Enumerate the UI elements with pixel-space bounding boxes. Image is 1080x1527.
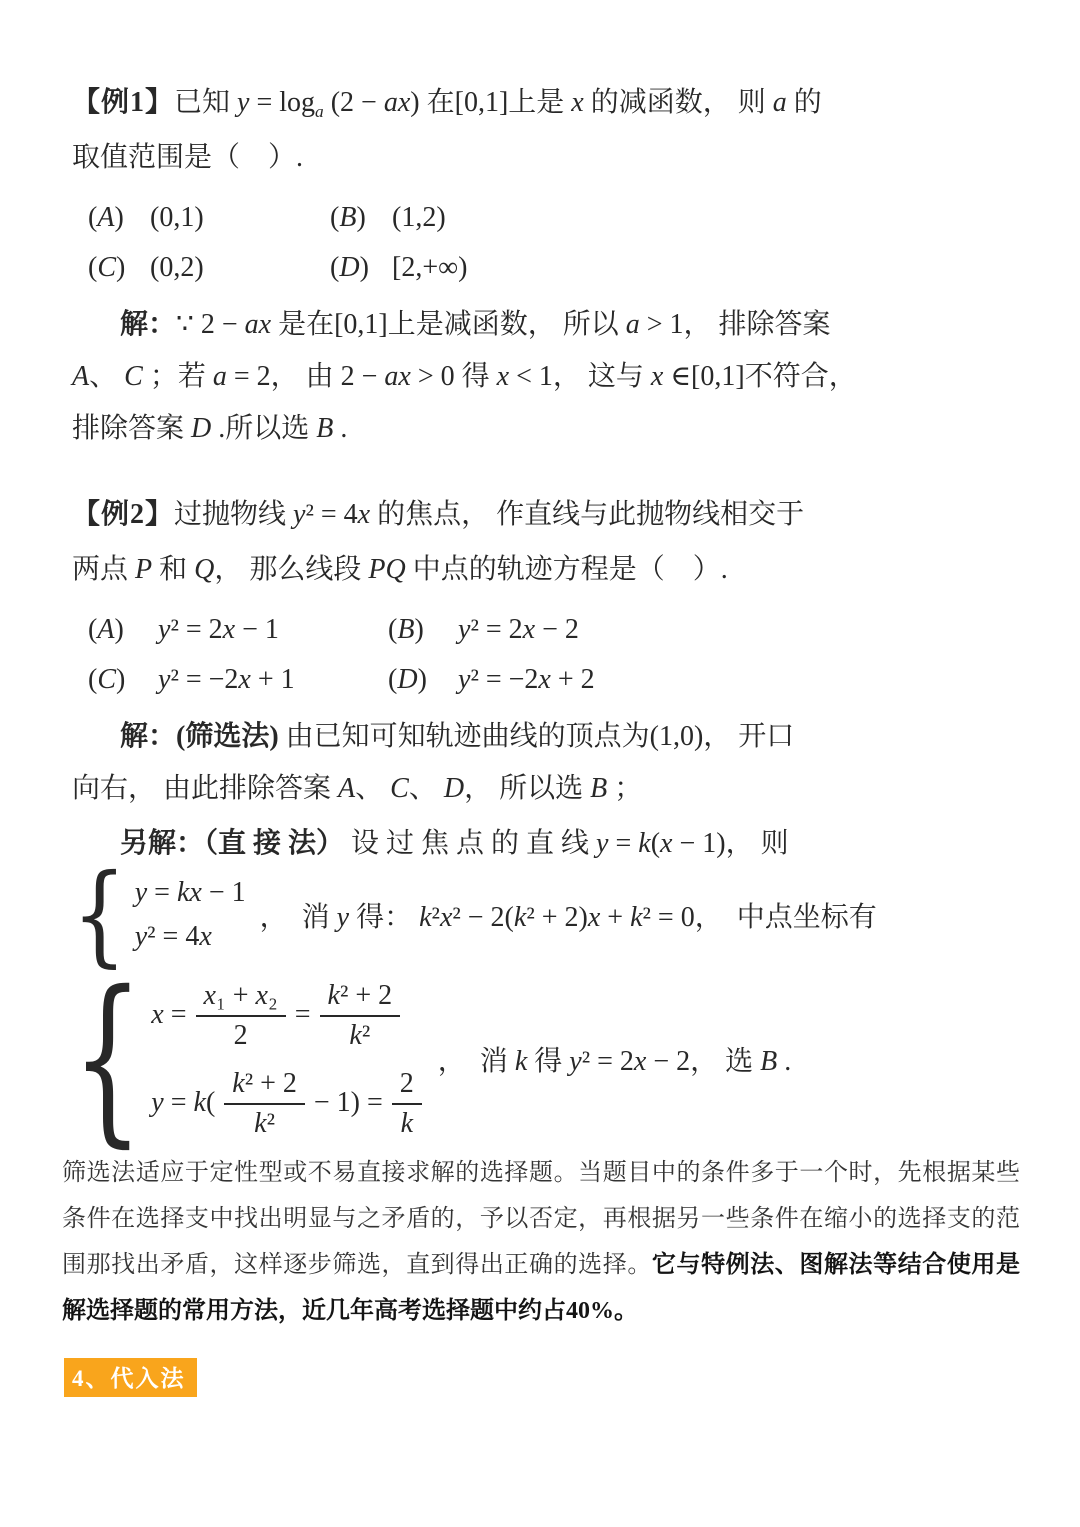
system-2-equation-2: y = k( $\frac{\text{k² + 2}}{\text{k²}}$ − 1) = $\frac{2}{k}$	[151, 1068, 424, 1138]
example-2-option-b: (B) y² = 2x − 2	[388, 614, 579, 645]
summary-bold-text: 它与特例法、图解法等结合使用是解选择题的常用方法，近几年高考选择题中约占40%。	[62, 1252, 1021, 1324]
system-1-trailing-text: ， 消 y 得： k²x² − 2(k² + 2)x + k² = 0， 中点坐标有	[259, 902, 877, 933]
alt-solution-label: 另解：（直 接 法）	[120, 828, 345, 859]
example-1-label: 【例1】	[72, 87, 175, 118]
left-brace: {	[72, 851, 127, 979]
example-1-options	[64, 193, 784, 293]
system-2-trailing-text: ， 消 k 得 y² = 2x − 2， 选 B .	[437, 1046, 792, 1077]
example-1-solution-line-3: 排除答案 D .所以选 B .	[72, 413, 348, 444]
example-1-stem-pre: 已知 y = log	[174, 87, 316, 118]
example-2-alt-solution-line: 另解：（直 接 法） 设 过 焦 点 的 直 线 y = k(x − 1)， 则	[120, 828, 789, 859]
left-brace: {	[72, 953, 144, 1165]
system-1-equation-2: y² = 4x	[134, 921, 212, 952]
equation-system-2	[64, 953, 792, 1165]
example-1-option-d: (D) [2,+∞)	[330, 252, 468, 283]
example-2-option-d: (D) y² = −2x + 2	[388, 664, 595, 695]
fraction: $\frac{\text{k² + 2}}{\text{k²}}$	[224, 1068, 305, 1138]
equation-system-1	[64, 851, 877, 979]
example-1-stem-line-2: 取值范围是（ ）.	[72, 142, 304, 173]
method-summary-paragraph	[62, 1150, 1020, 1334]
example-1-solution-line-1: 解：∵ 2 − ax 是在[0,1]上是减函数， 所以 a > 1， 排除答案	[120, 309, 831, 340]
fraction: $\frac{\text{x₁ + x₂}}{2}$	[196, 980, 286, 1050]
log-base-subscript: a	[315, 102, 324, 122]
example-1-block	[64, 75, 857, 455]
example-1-stem-post: (2 − ax) 在[0,1]上是 x 的减函数， 则 a 的	[323, 87, 822, 118]
example-2-stem-line-2: 两点 P 和 Q， 那么线段 PQ 中点的轨迹方程是（ ）.	[72, 554, 728, 585]
summary-normal-text: 筛选法适应于定性型或不易直接求解的选择题。当题目中的条件多于一个时，先根据某些条件在选择支中找出明显与之矛盾的，予以否定，再根据另一些条件在缩小的选择支的范围那找出矛盾，这样逐步筛选，直到得出正确的选择。	[62, 1160, 1020, 1278]
example-1-solution-line-2: A、 C ；若 a = 2， 由 2 − ax > 0 得 x < 1， 这与 x ∈[0,1]不符合，	[72, 361, 857, 392]
system-2-equation-1: x = $\frac{\text{x₁ + x₂}}{2}$ = $\frac{\text{k² + 2}}{\text{k²}}$	[151, 980, 424, 1050]
example-2-options	[64, 605, 784, 705]
example-2-option-c: (C) y² = −2x + 1	[88, 664, 295, 695]
section-heading-substitution-method: 4、代入法	[64, 1358, 197, 1397]
example-2-stem-line-1: 【例2】过抛物线 y² = 4x 的焦点， 作直线与此抛物线相交于	[72, 499, 805, 530]
example-1-option-c: (C) (0,2)	[88, 252, 204, 283]
example-2-option-a: (A) y² = 2x − 1	[88, 614, 279, 645]
example-1-option-a: (A) (0,1)	[88, 202, 204, 233]
example-2-block	[64, 487, 877, 1165]
example-1-stem-line-1	[64, 75, 822, 130]
example-2-solution-line-1: 解：(筛选法) 由已知可知轨迹曲线的顶点为(1,0)， 开口	[120, 721, 795, 752]
example-1-option-b: (B) (1,2)	[330, 202, 446, 233]
solution-method-label: 解：(筛选法)	[120, 721, 279, 752]
example-2-label: 【例2】	[72, 499, 175, 530]
example-2-solution-line-2: 向右， 由此排除答案 A、 C、 D， 所以选 B ；	[72, 773, 643, 804]
fraction: $\frac{2}{k}$	[392, 1068, 422, 1138]
fraction: $\frac{\text{k² + 2}}{\text{k²}}$	[320, 980, 401, 1050]
solution-label: 解：	[120, 309, 177, 340]
system-1-equation-1: y = kx − 1	[134, 877, 246, 908]
